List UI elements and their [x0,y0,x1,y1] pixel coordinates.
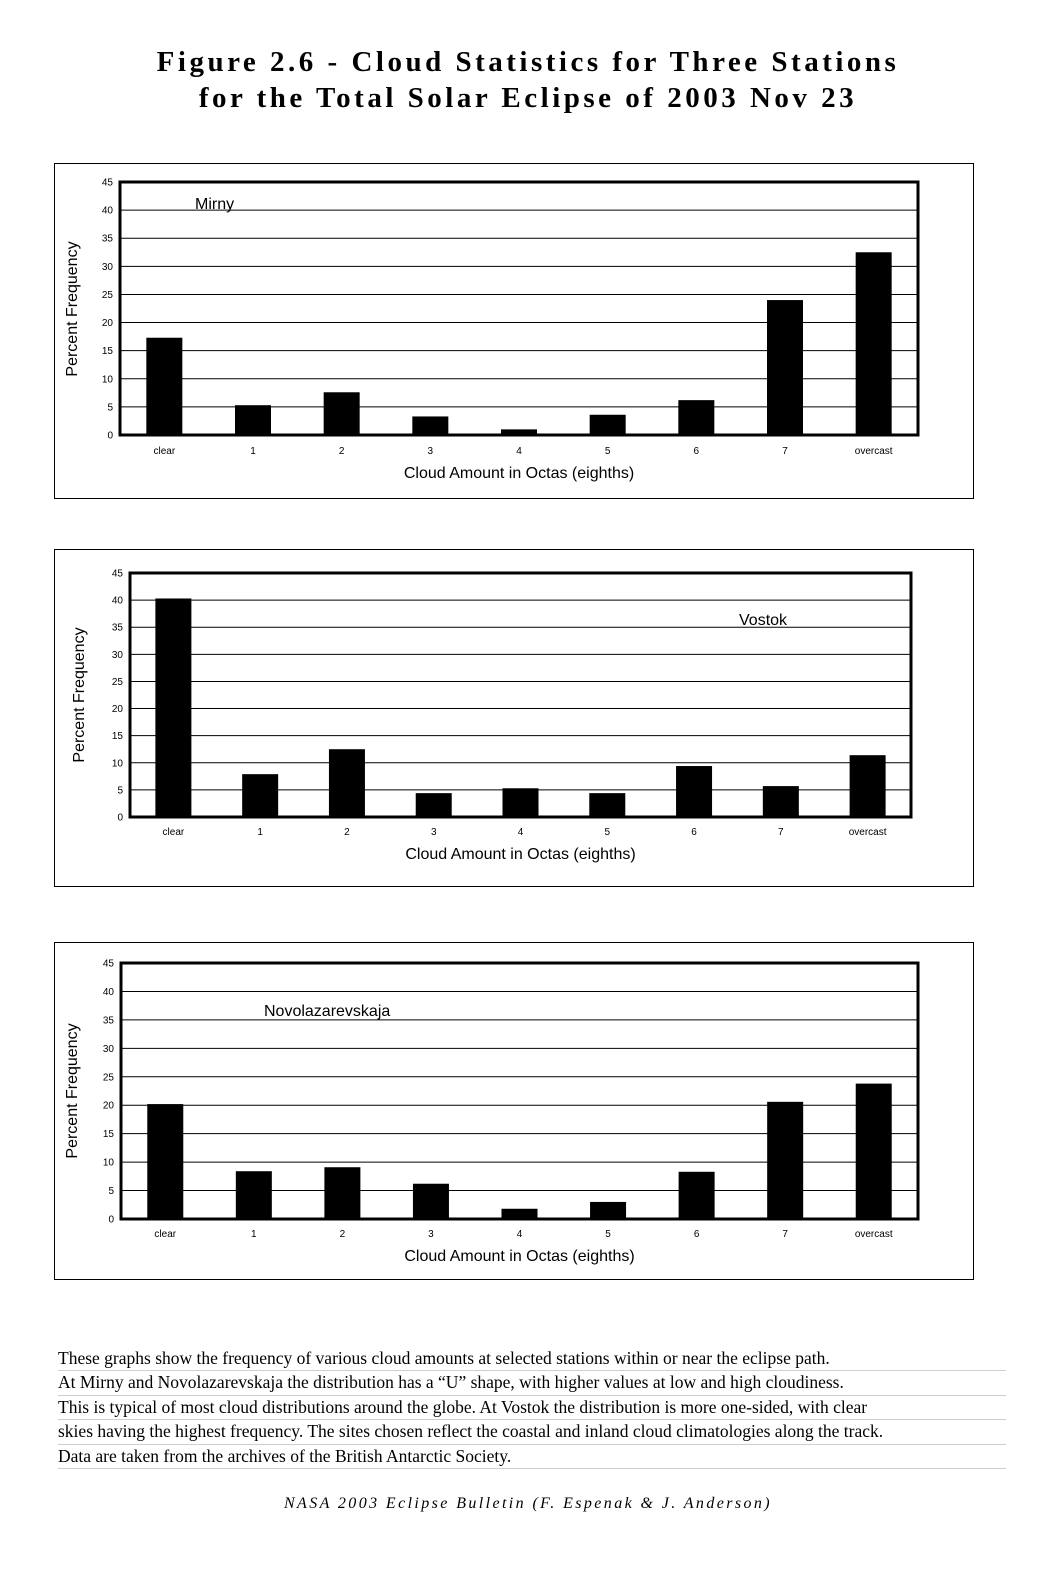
mirny-bar-overcast [856,252,892,435]
mirny-bar-3 [412,416,448,435]
novolazarevskaja-x-tick-label: overcast [854,1229,893,1240]
vostok-y-tick-label: 25 [111,676,123,688]
novolazarevskaja-y-axis-label: Percent Frequency [64,1023,81,1159]
vostok-bar-5 [589,793,625,817]
novolazarevskaja-bar-3 [413,1184,449,1219]
vostok-bar-4 [503,788,539,817]
novolazarevskaja-y-tick-label: 45 [102,958,114,970]
novolazarevskaja-bar-2 [324,1167,360,1219]
chart-panel-novolazarevskaja [54,942,974,1280]
vostok-x-tick-label: 7 [778,827,784,838]
vostok-y-tick-label: 40 [111,595,123,607]
vostok-bar-1 [242,774,278,817]
novolazarevskaja-bar-7 [767,1102,803,1219]
novolazarevskaja-bar-6 [679,1172,715,1219]
novolazarevskaja-x-tick-label: clear [154,1229,177,1240]
novolazarevskaja-station-label: Novolazarevskaja [264,1003,391,1020]
novolazarevskaja-y-tick-label: 15 [102,1129,114,1141]
vostok-y-tick-label: 0 [117,812,123,824]
caption-line-1: These graphs show the frequency of various cloud amounts at selected stations within or near the eclipse path. [58,1347,1006,1371]
vostok-y-axis-label: Percent Frequency [71,627,88,763]
novolazarevskaja-bar-1 [236,1171,272,1219]
mirny-x-tick-label: 7 [782,446,788,457]
caption-line-5: Data are taken from the archives of the British Antarctic Society. [58,1445,1006,1469]
vostok-x-tick-label: 2 [344,827,350,838]
mirny-y-tick-label: 15 [101,346,113,358]
novolazarevskaja-bar-overcast [856,1084,892,1219]
mirny-y-tick-label: 45 [101,177,113,189]
mirny-bar-6 [678,400,714,435]
vostok-x-tick-label: 5 [604,827,611,838]
mirny-bar-clear [146,338,182,435]
novolazarevskaja-bar-4 [502,1209,538,1219]
vostok-x-tick-label: 6 [691,827,697,838]
vostok-bar-3 [416,793,452,817]
mirny-x-tick-label: 5 [604,446,611,457]
novolazarevskaja-x-tick-label: 4 [516,1229,523,1240]
mirny-y-tick-label: 35 [101,233,113,245]
vostok-x-tick-label: 4 [517,827,524,838]
mirny-x-tick-label: clear [153,446,176,457]
mirny-y-axis-label: Percent Frequency [64,241,81,377]
novolazarevskaja-y-tick-label: 10 [102,1157,114,1169]
caption-line-3: This is typical of most cloud distributions around the globe. At Vostok the distribution is more one-sided, with clear [58,1396,1006,1420]
novolazarevskaja-x-tick-label: 1 [251,1229,257,1240]
vostok-x-tick-label: 1 [257,827,263,838]
mirny-x-tick-label: overcast [854,446,893,457]
vostok-bar-2 [329,749,365,817]
novolazarevskaja-y-tick-label: 5 [108,1186,114,1198]
novolazarevskaja-y-tick-label: 30 [102,1043,114,1055]
novolazarevskaja-x-tick-label: 2 [339,1229,346,1240]
vostok-y-tick-label: 35 [111,622,123,634]
novolazarevskaja-x-axis-label: Cloud Amount in Octas (eighths) [404,1248,635,1265]
chart-panel-vostok [54,549,974,887]
caption-line-4: skies having the highest frequency. The sites chosen reflect the coastal and inland cloud climatologies along the track. [58,1420,1006,1444]
caption-line-2: At Mirny and Novolazarevskaja the distribution has a “U” shape, with higher values at low and high cloudiness. [58,1371,1006,1395]
vostok-bar-6 [676,766,712,817]
mirny-y-tick-label: 25 [101,289,113,301]
vostok-x-axis-label: Cloud Amount in Octas (eighths) [405,846,636,863]
vostok-station-label: Vostok [739,612,788,629]
mirny-y-tick-label: 10 [101,374,113,386]
novolazarevskaja-x-tick-label: 6 [693,1229,700,1240]
mirny-bar-7 [767,300,803,435]
novolazarevskaja-y-tick-label: 25 [102,1072,114,1084]
vostok-bar-7 [763,786,799,817]
novolazarevskaja-y-tick-label: 40 [102,986,114,998]
mirny-x-tick-label: 1 [250,446,256,457]
mirny-y-tick-label: 30 [101,261,113,273]
mirny-bar-2 [324,392,360,435]
mirny-y-tick-label: 5 [107,402,113,414]
chart-panel-mirny [54,163,974,499]
novolazarevskaja-bar-5 [590,1202,626,1219]
vostok-x-tick-label: overcast [848,827,887,838]
novolazarevskaja-x-tick-label: 7 [782,1229,788,1240]
vostok-bar-clear [155,598,191,817]
vostok-x-tick-label: clear [162,827,185,838]
mirny-x-tick-label: 6 [693,446,700,457]
mirny-x-tick-label: 4 [516,446,522,457]
vostok-y-tick-label: 15 [111,731,123,743]
novolazarevskaja-x-tick-label: 5 [605,1229,611,1240]
vostok-bar-chart [55,550,973,886]
mirny-station-label: Mirny [195,196,235,213]
novolazarevskaja-y-tick-label: 0 [108,1214,114,1226]
vostok-x-tick-label: 3 [430,827,437,838]
figure-title-line-1: Figure 2.6 - Cloud Statistics for Three Stations [156,46,900,78]
mirny-bar-5 [590,415,626,435]
vostok-y-tick-label: 10 [111,758,123,770]
vostok-y-tick-label: 30 [111,649,123,661]
vostok-y-tick-label: 20 [111,704,123,716]
novolazarevskaja-y-tick-label: 20 [102,1100,114,1112]
mirny-x-tick-label: 2 [338,446,345,457]
novolazarevskaja-y-tick-label: 35 [102,1015,114,1027]
mirny-y-tick-label: 20 [101,318,113,330]
figure-title [0,44,1056,116]
vostok-y-tick-label: 45 [111,568,123,580]
caption [58,1347,1006,1469]
mirny-y-tick-label: 40 [101,205,113,217]
mirny-y-tick-label: 0 [107,430,113,442]
vostok-y-tick-label: 5 [117,785,123,797]
novolazarevskaja-bar-chart [55,943,973,1279]
mirny-bar-1 [235,405,271,435]
mirny-bar-chart [55,164,973,498]
vostok-bar-overcast [850,755,886,817]
novolazarevskaja-x-tick-label: 3 [428,1229,434,1240]
mirny-x-axis-label: Cloud Amount in Octas (eighths) [403,465,635,482]
footer-credit: NASA 2003 Eclipse Bulletin (F. Espenak & J. Anderson) [283,1495,773,1512]
novolazarevskaja-bar-clear [147,1104,183,1219]
mirny-x-tick-label: 3 [427,446,434,457]
figure-title-line-2: for the Total Solar Eclipse of 2003 Nov 23 [198,82,858,114]
